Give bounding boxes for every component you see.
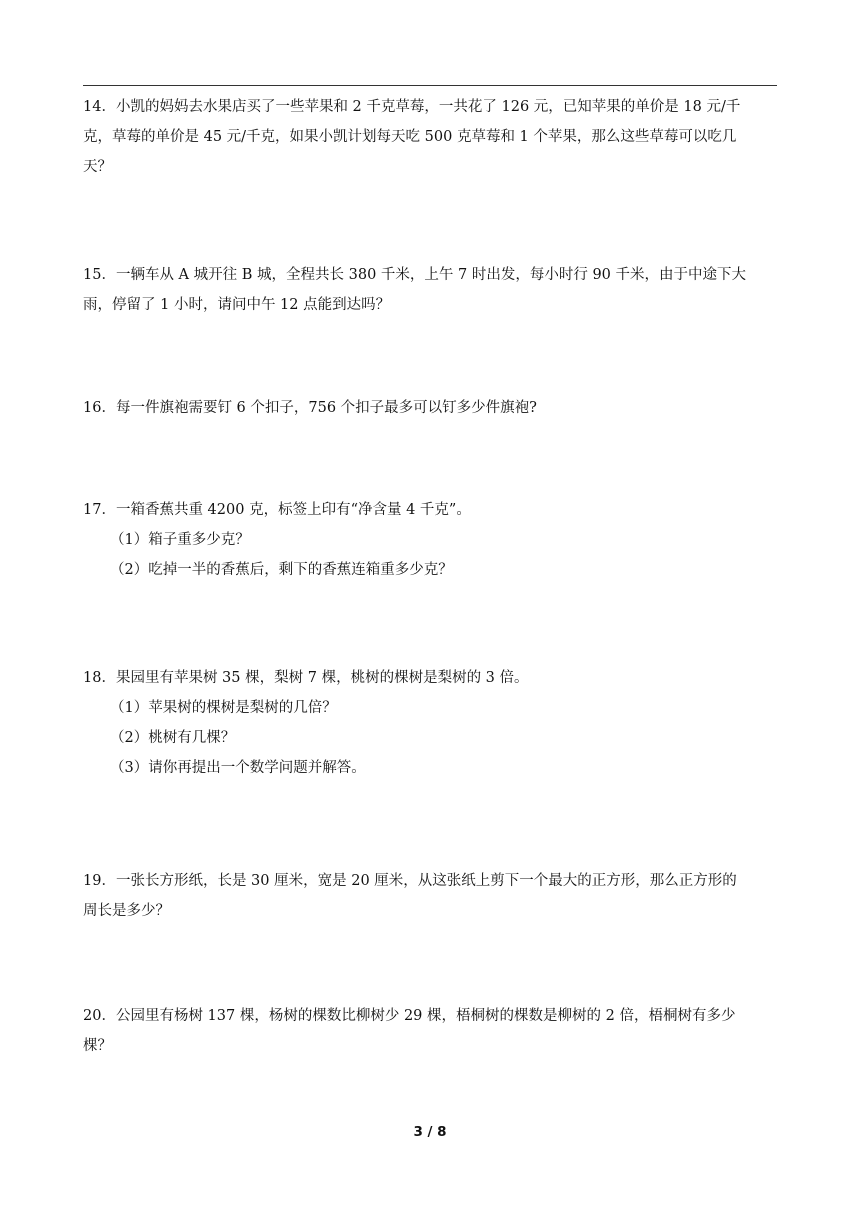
sub-question: （2）桃树有几棵？ — [110, 730, 236, 746]
question-text: 一辆车从 A 城开往 B 城，全程共长 380 千米，上午 7 时出发，每小时行 90 千米，由于中途下大 — [115, 267, 747, 283]
question-text: 果园里有苹果树 35 棵，梨树 7 棵，桃树的棵树是梨树的 3 倍。 — [115, 670, 529, 686]
question-14 — [83, 92, 783, 182]
question-20 — [83, 1001, 783, 1061]
header-rule — [83, 85, 777, 86]
question-line — [83, 663, 783, 693]
question-number: 19． — [83, 873, 116, 889]
question-number: 18． — [83, 670, 116, 686]
question-text: 一箱香蕉共重 4200 克，标签上印有“净含量 4 千克”。 — [115, 502, 471, 518]
question-17 — [83, 495, 783, 585]
question-line: 克，草莓的单价是 45 元/千克，如果小凯计划每天吃 500 克草莓和 1 个苹果，那么这些草莓可以吃几 — [83, 129, 737, 145]
sub-question: （2）吃掉一半的香蕉后，剩下的香蕉连箱重多少克？ — [110, 562, 453, 578]
question-number: 14． — [83, 99, 116, 115]
sub-question: （1）箱子重多少克？ — [110, 532, 250, 548]
question-text: 公园里有杨树 137 棵，杨树的棵数比柳树少 29 棵，梧桐树的棵数是柳树的 2 倍，梧桐树有多少 — [115, 1008, 736, 1024]
question-line: 天？ — [83, 159, 112, 175]
question-line: 周长是多少？ — [83, 903, 170, 919]
sub-question: （1）苹果树的棵树是梨树的几倍？ — [110, 700, 337, 716]
question-line — [83, 866, 783, 896]
question-number: 15． — [83, 267, 116, 283]
question-text: 每一件旗袍需要钉 6 个扣子，756 个扣子最多可以钉多少件旗袍? — [115, 400, 537, 416]
page-number: 3 / 8 — [413, 1124, 447, 1140]
question-number: 17． — [83, 502, 116, 518]
question-text: 小凯的妈妈去水果店买了一些苹果和 2 千克草莓，一共花了 126 元，已知苹果的单价是 18 元/千 — [115, 99, 741, 115]
question-line: 雨，停留了 1 小时，请问中午 12 点能到达吗？ — [83, 297, 391, 313]
question-15 — [83, 260, 783, 320]
question-18 — [83, 663, 783, 783]
question-19 — [83, 866, 783, 926]
question-line: 棵？ — [83, 1038, 112, 1054]
question-line — [83, 260, 783, 290]
question-number: 20． — [83, 1008, 116, 1024]
question-16 — [83, 393, 783, 423]
question-line — [83, 393, 783, 423]
question-line — [83, 495, 783, 525]
sub-question: （3）请你再提出一个数学问题并解答。 — [110, 760, 366, 776]
question-line — [83, 92, 783, 122]
question-line — [83, 1001, 783, 1031]
question-text: 一张长方形纸，长是 30 厘米，宽是 20 厘米，从这张纸上剪下一个最大的正方形，那么正方形的 — [115, 873, 737, 889]
question-number: 16． — [83, 400, 116, 416]
